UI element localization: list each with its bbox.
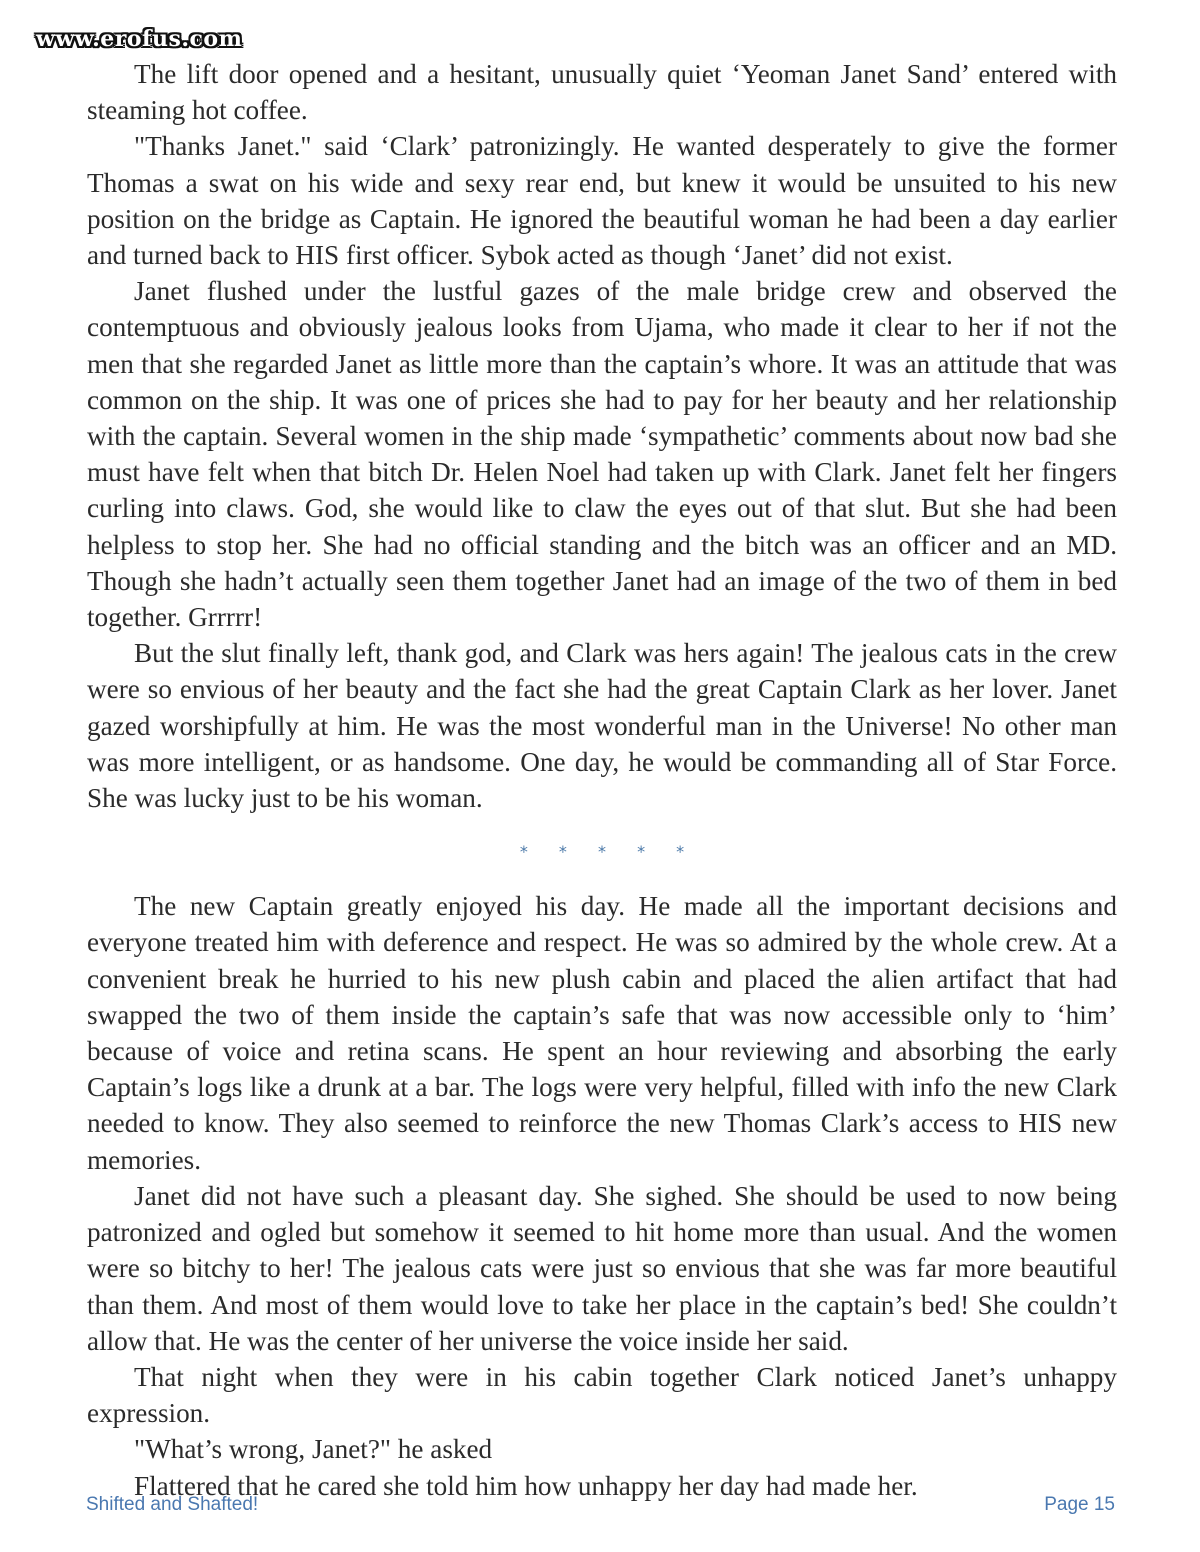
paragraph: The new Captain greatly enjoyed his day. He made all the important decisions and everyone treated him with deference and respect. He was so admired by the whole crew. At a convenient break he hurried to his new plush cabin and placed the alien artifact that had swapped the two of them inside the captain’s safe that was now accessible only to ‘him’ because of voice and retina scans. He spent an hour reviewing and absorbing the early Captain’s logs like a drunk at a bar. The logs were very helpful, filled with info the new Clark needed to know. They also seemed to reinforce the new Thomas Clark’s access to HIS new memories. (87, 891, 1117, 1175)
section-break: * * * * * (519, 842, 698, 862)
paragraph: "What’s wrong, Janet?" he asked (134, 1434, 493, 1465)
paragraph: Janet flushed under the lustful gazes of the male bridge crew and observed the contemptuous and obviously jealous looks from Ujama, who made it clear to her if not the men that she regarded Janet as little more than the captain’s whore. It was an attitude that was common on the ship. It was one of prices she had to pay for her beauty and her relationship with the captain. Several women in the ship made ‘sympathetic’ comments about now bad she must have felt when that bitch Dr. Helen Noel had taken up with Clark. Janet felt her fingers curling into claws. God, she would like to claw the eyes out of that slut. But she had been helpless to stop her. She had no official standing and the bitch was an officer and an MD. Though she hadn’t actually seen them together Janet had an image of the two of them in bed together. Grrrrr! (87, 276, 1117, 633)
paragraph: Janet did not have such a pleasant day. She sighed. She should be used to now being patronized and ogled but somehow it seemed to hit home more than usual. And the women were so bitchy to her! The jealous cats were just so envious that she was far more beautiful than them. And most of them would love to take her place in the captain’s bed! She couldn’t allow that. He was the center of her universe the voice inside her said. (87, 1180, 1117, 1356)
footer-book-title: Shifted and Shafted! (86, 1494, 259, 1515)
page-body (87, 56, 1117, 1504)
footer-page-number: Page 15 (1044, 1494, 1115, 1515)
paragraph: Flattered that he cared she told him how unhappy her day had made her. (134, 1470, 918, 1501)
paragraph: "Thanks Janet." said ‘Clark’ patronizingly. He wanted desperately to give the former Thomas a swat on his wide and sexy rear end, but knew it would be unsuited to his new position on the bridge as Captain. He ignored the beautiful woman he had been a day earlier and turned back to HIS first officer. Sybok acted as though ‘Janet’ did not exist. (87, 131, 1117, 271)
paragraph: The lift door opened and a hesitant, unusually quiet ‘Yeoman Janet Sand’ entered with steaming hot coffee. (87, 59, 1117, 126)
paragraph: That night when they were in his cabin together Clark noticed Janet’s unhappy expression. (87, 1361, 1117, 1429)
paragraph: But the slut finally left, thank god, and Clark was hers again! The jealous cats in the crew were so envious of her beauty and the fact she had the great Captain Clark as her lover. Janet gazed worshipfully at him. He was the most wonderful man in the Universe! No other man was more intelligent, or as handsome. One day, he would be commanding all of Star Force. She was lucky just to be his woman. (87, 638, 1117, 814)
watermark-text: www.erofus.com (36, 26, 243, 52)
